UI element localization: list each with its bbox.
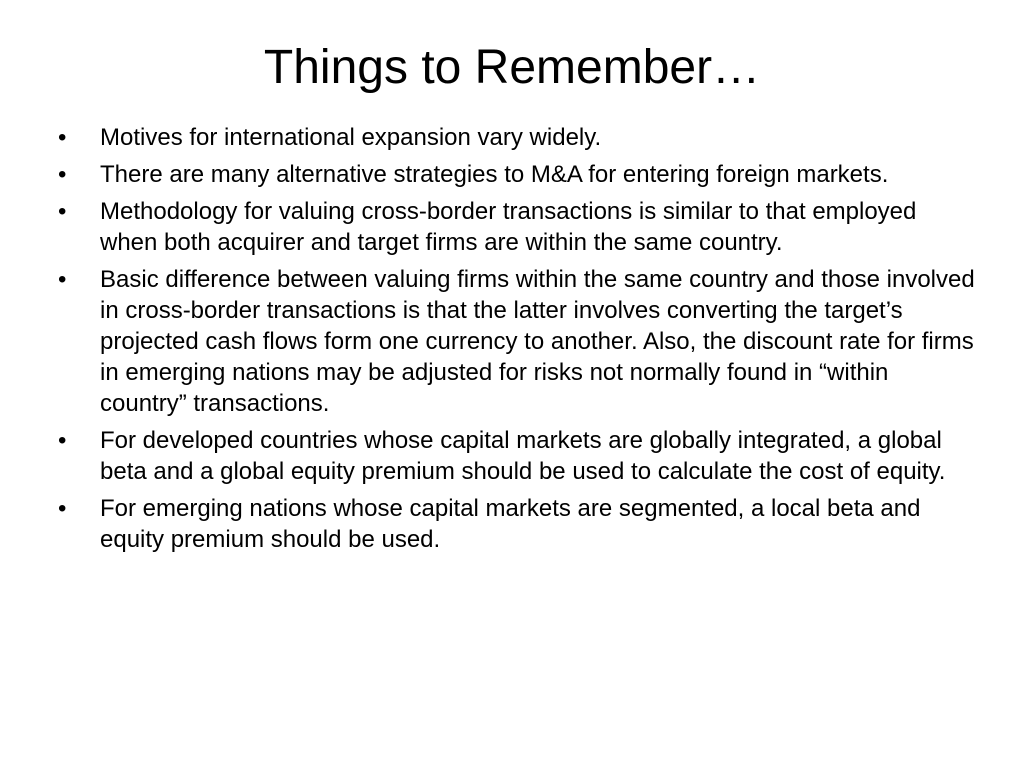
bullet-text: There are many alternative strategies to M&A for entering foreign markets. <box>100 161 889 188</box>
bullet-marker: • <box>58 124 67 151</box>
list-item <box>58 122 978 153</box>
slide-title: Things to Remember… <box>263 41 761 94</box>
bullet-text: Motives for international expansion vary widely. <box>100 124 602 151</box>
bullet-marker: • <box>58 427 67 454</box>
list-item <box>58 159 978 190</box>
bullet-text: For developed countries whose capital markets are globally integrated, a global beta and a global equity premium should be used to calculate the cost of equity. <box>100 427 946 485</box>
bullet-text: Basic difference between valuing firms within the same country and those involved in cross-border transactions is that the latter involves converting the target’s projected cash flows form one currency to another. Also, the discount rate for firms in emerging nations may be adjusted for risks not normally found in “within country” transactions. <box>100 266 975 417</box>
bullet-marker: • <box>58 266 67 293</box>
list-item <box>58 264 978 419</box>
bullet-marker: • <box>58 161 67 188</box>
list-item <box>58 196 978 258</box>
bullet-marker: • <box>58 198 67 225</box>
bullet-text: For emerging nations whose capital markets are segmented, a local beta and equity premium should be used. <box>100 495 921 553</box>
list-item <box>58 425 978 487</box>
bullet-list <box>58 122 978 561</box>
bullet-text: Methodology for valuing cross-border transactions is similar to that employed when both acquirer and target firms are within the same country. <box>100 198 917 256</box>
list-item <box>58 493 978 555</box>
bullet-marker: • <box>58 495 67 522</box>
